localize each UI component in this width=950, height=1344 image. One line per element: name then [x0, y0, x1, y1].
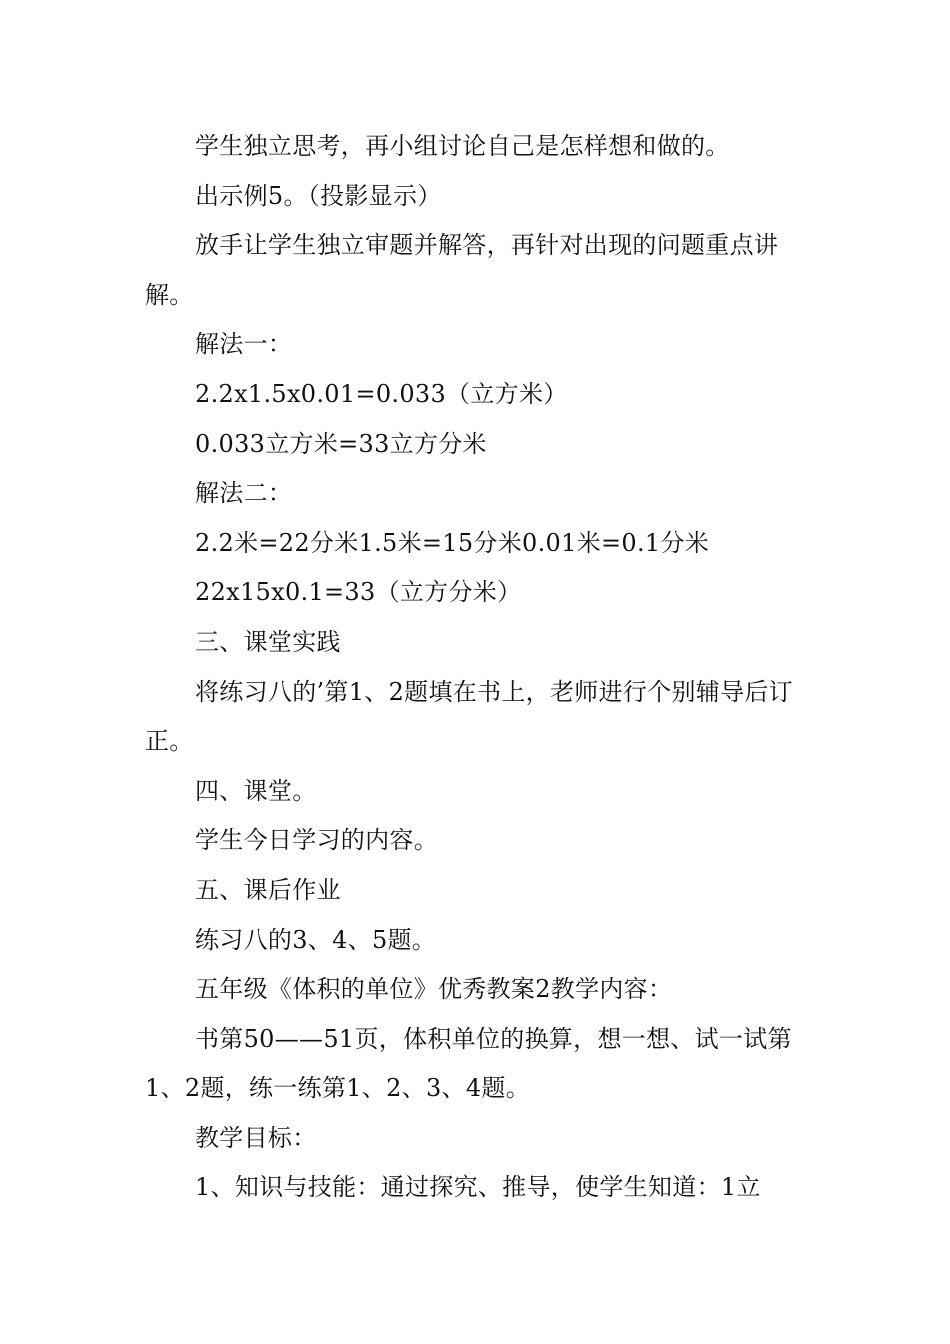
paragraph: 出示例5。（投影显示） — [195, 181, 442, 210]
paragraph: 2.2米=22分米1.5米=15分米0.01米=0.1分米 — [195, 528, 710, 557]
paragraph: 放手让学生独立审题并解答，再针对出现的问题重点讲解。 — [145, 231, 779, 309]
paragraph: 学生今日学习的内容。 — [195, 826, 438, 855]
paragraph: 1、知识与技能：通过探究、推导，使学生知道：1立 — [195, 1173, 761, 1202]
paragraph: 2.2x1.5x0.01=0.033（立方米） — [195, 379, 568, 408]
document-body — [145, 122, 810, 1213]
paragraph: 22x15x0.1=33（立方分米） — [195, 578, 522, 607]
paragraph: 0.033立方米=33立方分米 — [195, 429, 487, 458]
lesson-title: 五年级《体积的单位》优秀教案2教学内容： — [195, 975, 673, 1004]
section-heading: 三、课堂实践 — [195, 627, 341, 656]
paragraph: 解法一： — [195, 330, 293, 359]
section-heading: 四、课堂。 — [195, 776, 317, 805]
paragraph: 练习八的3、4、5题。 — [195, 925, 437, 954]
paragraph: 书第50——51页，体积单位的换算，想一想、试一试第1、2题，练一练第1、2、3、4题。 — [145, 1024, 792, 1103]
paragraph: 解法二： — [195, 479, 293, 508]
section-heading: 五、课后作业 — [195, 875, 341, 904]
section-heading: 教学目标： — [195, 1123, 317, 1152]
paragraph: 学生独立思考，再小组讨论自己是怎样想和做的。 — [195, 132, 730, 160]
paragraph: 将练习八的’第1、2题填在书上，老师进行个别辅导后订正。 — [145, 677, 793, 756]
